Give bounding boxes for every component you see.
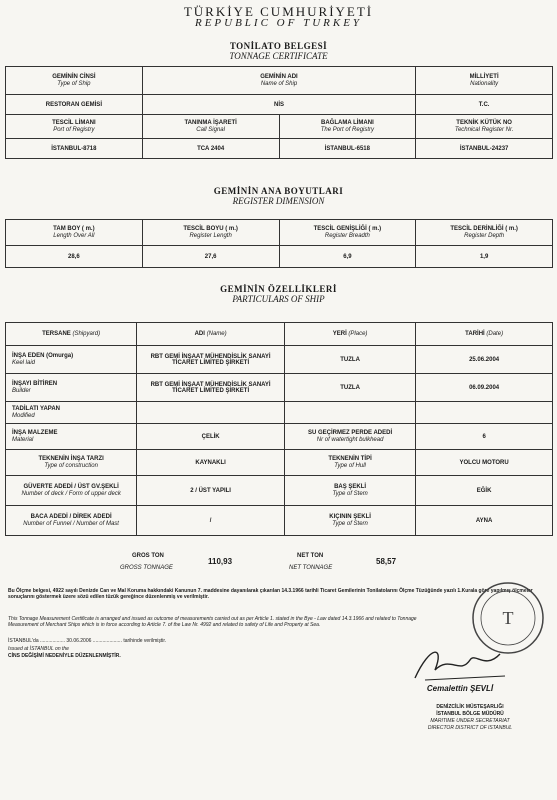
- particulars-table: [5, 322, 553, 536]
- loa-value: 28,6: [6, 246, 143, 268]
- net-tonnage-label: NET TON: [297, 553, 324, 559]
- office-tr-1: DENİZCİLİK MÜSTEŞARLIĞI: [436, 704, 504, 710]
- country-title: TÜRKİYE CUMHURİYETİ: [183, 4, 374, 19]
- keel-laid-date: 25.06.2004: [416, 346, 553, 374]
- keel-laid-label: İNŞA EDEN (Omurga) Keel laid: [6, 346, 137, 374]
- deck-value: 2 / ÜST YAPILI: [137, 476, 285, 506]
- home-port-value: İSTANBUL-6518: [279, 139, 416, 159]
- signatory-name: Cemalettin ŞEVLİ: [426, 684, 494, 693]
- home-port-label: BAĞLAMA LİMANI The Port of Registry: [279, 115, 416, 139]
- tech-register-value: İSTANBUL-24237: [416, 139, 553, 159]
- nationality-value: T.C.: [416, 95, 553, 115]
- register-breadth-label: TESCİL GENİŞLİĞİ ( m.) Register Breadth: [279, 220, 416, 246]
- deck-label: GÜVERTE ADEDİ / ÜST GV.ŞEKLİ Number of deck / Form of upper deck: [6, 476, 137, 506]
- net-tonnage-label-en: NET TONNAGE: [289, 565, 333, 571]
- register-breadth-value: 6,9: [279, 246, 416, 268]
- signature-icon: [405, 640, 515, 685]
- construction-label: TEKNENİN İNŞA TARZI Type of construction: [6, 450, 137, 476]
- date-header: TARİHİ (Date): [416, 323, 553, 346]
- keel-laid-shipyard: RBT GEMİ İNŞAAT MÜHENDİSLİK SANAYİ TİCARET LİMİTED ŞİRKETİ: [137, 346, 285, 374]
- particulars-title: GEMİNİN ÖZELLİKLERİ: [220, 284, 337, 294]
- stern-value: AYNA: [416, 506, 553, 536]
- port-value: İSTANBUL-8718: [6, 139, 143, 159]
- name-label: GEMİNİN ADI Name of Ship: [142, 67, 416, 95]
- name-value: NİS: [142, 95, 416, 115]
- legal-note-tr: Bu Ölçme belgesi, 4922 sayılı Denizde Can ve Mal Koruma hakkındaki Kanunun 7. maddesine dayanılarak çıkarılan 14.3.1966 tarihli Ticaret Gemilerinin Tonilatolarını Ölçme Tüzüğünde yazılı 1.Kurala göre yapılmış ölçmeler sonuçlarını göstermek üzere sözü edilen tüzük gereğince düzenlenmiş ve verilmiştir.: [8, 588, 533, 600]
- nationality-label: MİLLİYETİ Nationality: [416, 67, 553, 95]
- office-tr-2: İSTANBUL BÖLGE MÜDÜRÜ: [436, 711, 504, 717]
- place-header: YERİ (Place): [284, 323, 415, 346]
- stem-value: EĞİK: [416, 476, 553, 506]
- gross-tonnage-value: 110,93: [208, 557, 233, 566]
- funnel-value: /: [137, 506, 285, 536]
- office-en-2: DIRECTOR DISTRICT OF ISTANBUL: [427, 725, 513, 731]
- country-title-en: REPUBLIC OF TURKEY: [194, 17, 363, 29]
- type-value: RESTORAN GEMİSİ: [6, 95, 143, 115]
- bulkhead-value: 6: [416, 424, 553, 450]
- ship-identity-table: [5, 66, 553, 159]
- builder-date: 06.09.2004: [416, 374, 553, 402]
- hull-label: TEKNENİN TİPİ Type of Hull: [284, 450, 415, 476]
- port-label: TESCİL LİMANI Port of Registry: [6, 115, 143, 139]
- register-depth-label: TESCİL DERİNLİĞİ ( m.) Register Depth: [416, 220, 553, 246]
- gross-tonnage-label-en: GROSS TONNAGE: [120, 565, 173, 571]
- shipyard-header: TERSANE (Shipyard): [6, 323, 137, 346]
- legal-note-en: This Tonnage Measurement Certificate is arranged and issued as outcome of measurements carried out as per Article 1. stated in the Bye - Law dated 14.3.1966 and related to Tonnage Measurement of Merchant Ships which is in force according to Article 7. of the Law Nr. 4992 and related to safety of Life and Property at Sea.: [8, 616, 417, 628]
- certificate-title-en: TONNAGE CERTIFICATE: [229, 51, 328, 61]
- material-label: İNŞA MALZEME Material: [6, 424, 137, 450]
- call-signal-label: TANINMA İŞARETİ Call Signal: [142, 115, 279, 139]
- office-en-1: MARITIME UNDER SECRETARIAT: [430, 718, 510, 724]
- svg-text:T: T: [502, 608, 514, 628]
- tech-register-label: TEKNİK KÜTÜK NO Technical Register Nr.: [416, 115, 553, 139]
- dimensions-table: [5, 219, 553, 268]
- hull-value: YOLCU MOTORU: [416, 450, 553, 476]
- type-label: GEMİNİN CİNSİ Type of Ship: [6, 67, 143, 95]
- loa-label: TAM BOY ( m.) Length Over All: [6, 220, 143, 246]
- net-tonnage-value: 58,57: [376, 557, 397, 566]
- keel-laid-place: TUZLA: [284, 346, 415, 374]
- dimensions-title: GEMİNİN ANA BOYUTLARI: [213, 186, 344, 196]
- remark: CİNS DEĞİŞİMİ NEDENİYLE DÜZENLENMİŞTİR.: [8, 653, 121, 659]
- issued-at-en: Issued at İSTANBUL on the: [8, 646, 69, 652]
- modified-label: TADİLATI YAPAN Modified: [6, 402, 137, 424]
- construction-value: KAYNAKLI: [137, 450, 285, 476]
- register-length-value: 27,6: [142, 246, 279, 268]
- particulars-title-en: PARTICULARS OF SHIP: [232, 294, 325, 304]
- certificate-title: TONİLATO BELGESİ: [229, 41, 328, 51]
- modified-place: [284, 402, 415, 424]
- modified-shipyard: [137, 402, 285, 424]
- call-signal-value: TCA 2404: [142, 139, 279, 159]
- dimensions-title-en: REGISTER DIMENSION: [232, 196, 325, 206]
- bulkhead-label: SU GEÇİRMEZ PERDE ADEDİ Nr of watertight bulkhead: [284, 424, 415, 450]
- stem-label: BAŞ ŞEKLİ Type of Stem: [284, 476, 415, 506]
- builder-shipyard: RBT GEMİ İNŞAAT MÜHENDİSLİK SANAYİ TİCARET LİMİTED ŞİRKETİ: [137, 374, 285, 402]
- builder-label: İNŞAYI BİTİREN Builder: [6, 374, 137, 402]
- builder-place: TUZLA: [284, 374, 415, 402]
- modified-date: [416, 402, 553, 424]
- funnel-label: BACA ADEDİ / DİREK ADEDİ Number of Funnel / Number of Mast: [6, 506, 137, 536]
- register-depth-value: 1,9: [416, 246, 553, 268]
- issue-place-date: İSTANBUL'da .................. 30.06.2006 ..................... tarihinde verilmiştir.: [8, 638, 167, 644]
- register-length-label: TESCİL BOYU ( m.) Register Length: [142, 220, 279, 246]
- material-value: ÇELİK: [137, 424, 285, 450]
- name-header: ADI (Name): [137, 323, 285, 346]
- gross-tonnage-label: GROS TON: [132, 553, 164, 559]
- stern-label: KIÇININ ŞEKLİ Type of Stern: [284, 506, 415, 536]
